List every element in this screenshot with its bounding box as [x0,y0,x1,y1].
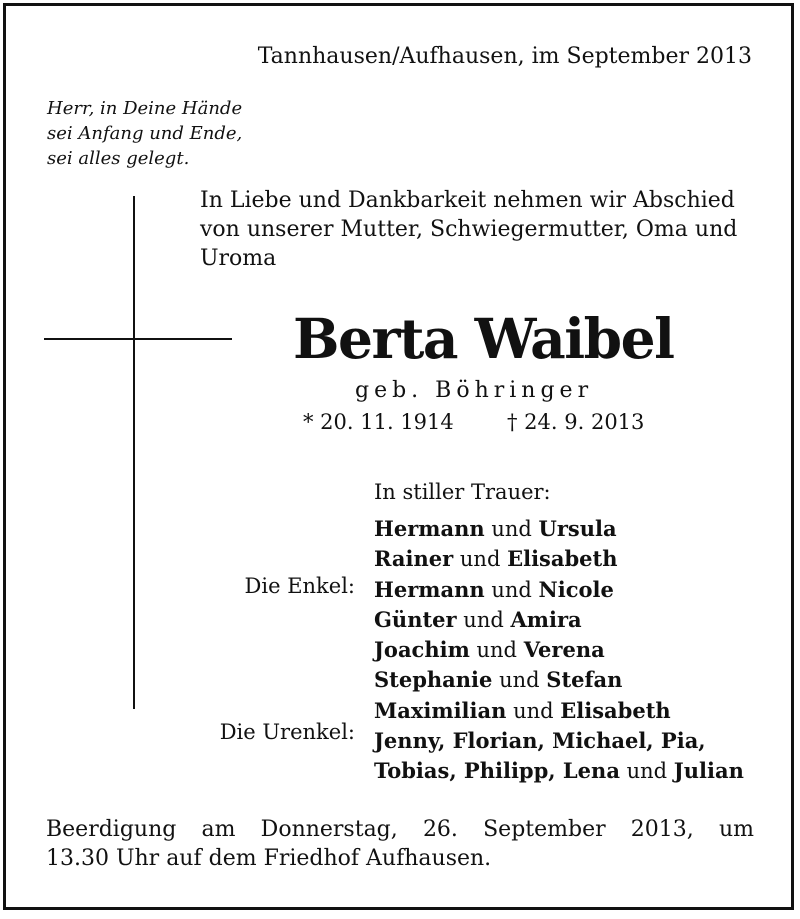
intro-line: von unserer Mutter, Schwiegermutter, Oma und [200,217,738,242]
verse-line: Herr, in Deine Hände [47,98,243,119]
list-item: Maximilian und Elisabeth [374,697,671,723]
cross-icon-bar [44,338,232,340]
deceased-name: Berta Waibel [293,306,674,371]
intro-line: Uroma [200,246,277,271]
list-item: Rainer und Elisabeth [374,546,618,572]
list-item: Joachim und Verena [374,637,605,663]
list-item: Stephanie und Stefan [374,667,623,693]
list-item: Jenny, Florian, Michael, Pia, [374,728,706,754]
list-item: Hermann und Nicole [374,576,614,602]
bible-verse [47,96,242,171]
intro-text [200,186,737,273]
death-date: † 24. 9. 2013 [507,410,645,434]
list-item: Günter und Amira [374,606,582,632]
funeral-line: 13.30 Uhr auf dem Friedhof Aufhausen. [46,846,492,871]
verse-line: sei Anfang und Ende, [47,123,243,144]
funeral-line: Beerdigung am Donnerstag, 26. September 2013, um [46,817,754,842]
born-name: geb. Böhringer [355,378,594,403]
mourning-heading: In stiller Trauer: [374,480,551,504]
mourner-list [374,514,744,787]
list-item: Tobias, Philipp, Lena und Julian [374,758,744,784]
list-item: Hermann und Ursula [374,516,617,541]
funeral-info [46,815,754,873]
place-date: Tannhausen/Aufhausen, im September 2013 [257,44,752,69]
great-grandchildren-label: Die Urenkel: [219,720,355,744]
birth-date: * 20. 11. 1914 [303,410,454,434]
intro-line: In Liebe und Dankbarkeit nehmen wir Abschied [200,188,735,213]
verse-line: sei alles gelegt. [47,148,190,169]
grandchildren-label: Die Enkel: [244,574,355,598]
cross-icon [133,196,135,709]
